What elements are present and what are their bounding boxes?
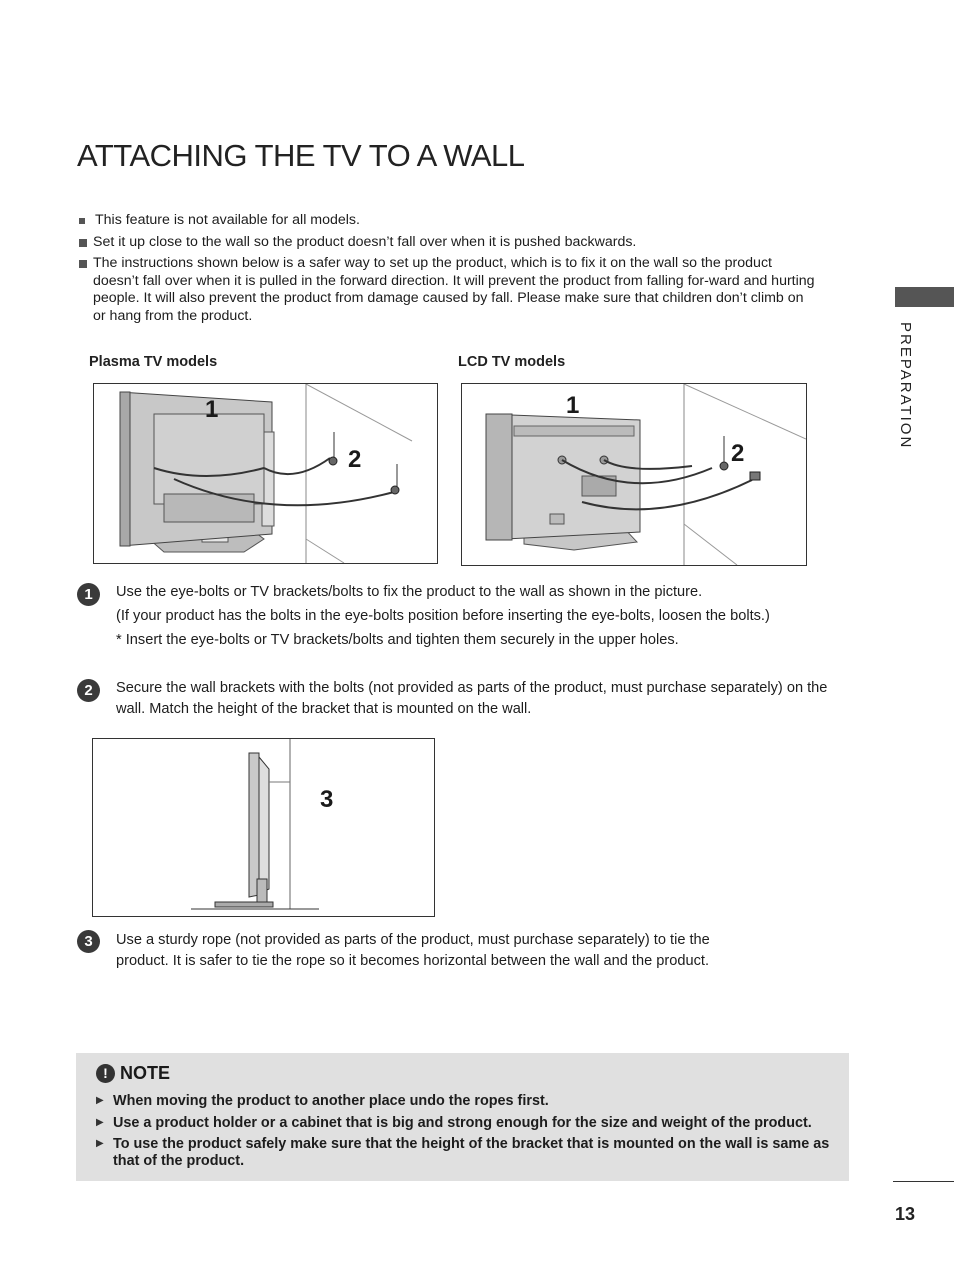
section-side-label: PREPARATION	[897, 322, 914, 450]
callout-3: 3	[320, 786, 334, 813]
footer-rule	[893, 1181, 954, 1182]
exclamation-icon: !	[96, 1064, 115, 1083]
callout-1: 1	[566, 392, 580, 419]
step-2-badge: 2	[77, 679, 100, 702]
step-3-badge: 3	[77, 930, 100, 953]
triangle-bullet-icon: ▶	[96, 1138, 104, 1149]
callout-2: 2	[731, 440, 745, 467]
section-tab-marker	[895, 287, 954, 307]
plasma-figure-label: Plasma TV models	[89, 354, 218, 370]
lcd-wall-mount-illustration	[461, 383, 807, 566]
plasma-wall-mount-illustration	[93, 383, 438, 564]
note-item: ▶ To use the product safely make sure that the height of the bracket that is mounted on the wall is same as that of the product.	[96, 1136, 830, 1169]
lcd-figure-label: LCD TV models	[458, 354, 566, 370]
callout-2: 2	[348, 446, 362, 473]
step-1-text: Use the eye-bolts or TV brackets/bolts to fix the product to the wall as shown in the picture. (If your product has the bolts in the eye-bolts position before inserting the eye-bolts, loosen the bolts.) * Insert the eye-bolts or TV brackets/bolts and tighten them securely in the upper holes.	[116, 584, 770, 648]
intro-bullet: The instructions shown below is a safer way to set up the product, which is to fix it on the wall so the product doesn’t fall over when it is pulled in the forward direction. It will prevent the product from falling for-ward and hurting people. It will also prevent the product from damage caused by fall. Please make sure that children don’t climb on or hang from the product.	[78, 255, 818, 325]
page-title: ATTACHING THE TV TO A WALL	[77, 138, 525, 173]
intro-bullet: Set it up close to the wall so the product doesn’t fall over when it is pushed backwards.	[78, 234, 818, 252]
triangle-bullet-icon: ▶	[96, 1095, 104, 1106]
step-1-badge: 1	[77, 583, 100, 606]
note-item: ▶ When moving the product to another place undo the ropes first.	[96, 1093, 549, 1109]
intro-bullet-list	[78, 212, 818, 329]
step-3-text: Use a sturdy rope (not provided as parts of the product, must purchase separately) to tie the product. It is safer to tie the rope so it becomes horizontal between the wall and the product.	[116, 932, 710, 969]
note-item: ▶ Use a product holder or a cabinet that is big and strong enough for the size and weight of the product.	[96, 1114, 812, 1131]
note-box	[76, 1053, 849, 1181]
page-number: 13	[895, 1204, 916, 1224]
triangle-bullet-icon: ▶	[96, 1116, 104, 1128]
step-2-text: Secure the wall brackets with the bolts (not provided as parts of the product, must purchase separately) on the wall. Match the height of the bracket that is mounted on the wall.	[116, 680, 828, 717]
side-view-rope-illustration	[92, 738, 435, 917]
callout-1: 1	[205, 396, 219, 423]
square-bullet-icon	[79, 260, 87, 268]
note-list	[95, 1093, 845, 1174]
intro-bullet: This feature is not available for all models.	[78, 212, 818, 230]
note-heading: ! NOTE	[96, 1063, 170, 1084]
square-bullet-icon	[79, 239, 87, 247]
square-bullet-icon	[79, 218, 85, 224]
